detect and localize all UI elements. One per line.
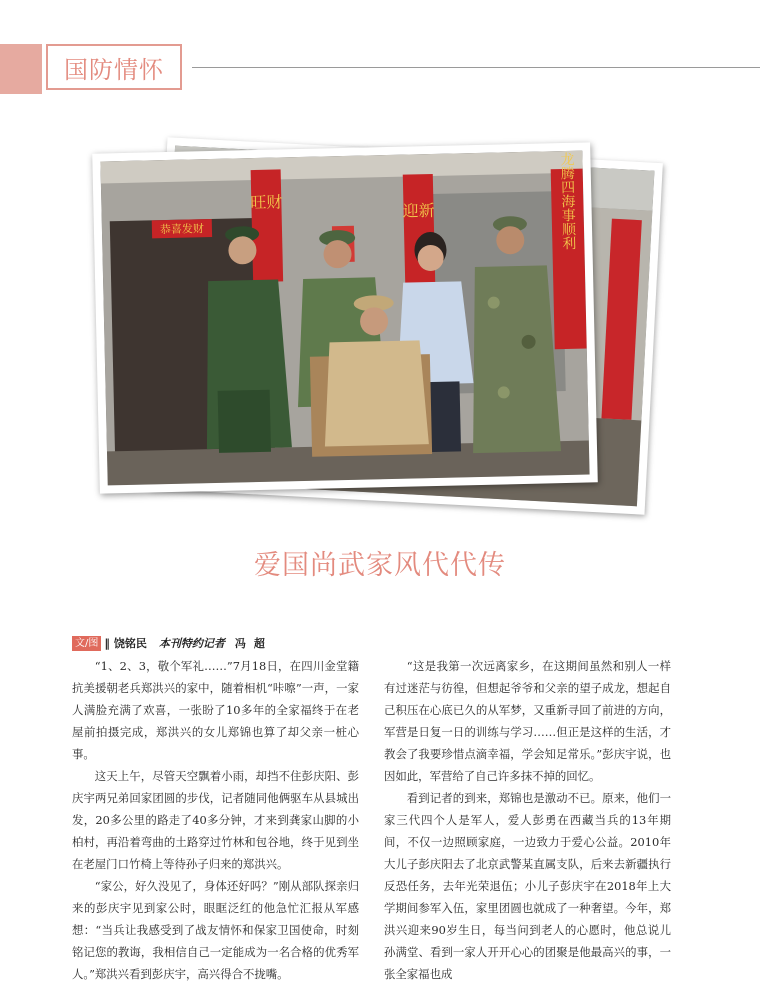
family-photo bbox=[92, 142, 598, 493]
photo-couplet-middle: 迎新 bbox=[402, 200, 435, 221]
article-paragraph: “1、2、3，敬个军礼……”7月18日，在四川金堂籍抗美援朝老兵郑洪兴的家中，随着相机“咔嚓”一声，一家人满脸充满了欢喜，一张盼了10多年的全家福终于在老屋前拍摄完成，郑洪兴的女儿郑锦也算了却父亲一桩心事。 bbox=[72, 659, 359, 761]
byline bbox=[72, 635, 273, 651]
article-column-left bbox=[72, 655, 359, 985]
section-tab-block bbox=[0, 44, 42, 94]
article-paragraph: 这天上午，尽管天空飘着小雨，却挡不住彭庆阳、彭庆宇两兄弟回家团圆的步伐，记者随同他俩驱车从县城出发，20多公里的路走了40多分钟，才来到龚家山脚的小柏村，再沿着弯曲的土路穿过竹林和包谷地，终于见到坐在老屋门口竹椅上等待孙子归来的郑洪兴。 bbox=[72, 769, 359, 871]
article-paragraph: “这是我第一次远离家乡，在这期间虽然和别人一样有过迷茫与彷徨，但想起爷爷和父亲的望子成龙，想起自己积压在心底已久的从军梦，又重新寻回了前进的方向，军营是日复一日的训练与学习……但正是这样的生活，才教会了我要珍惜点滴幸福，学会知足常乐。”彭庆宇说，也因如此，军营给了自己许多抹不掉的回忆。 bbox=[384, 659, 671, 783]
article-paragraph: “家公，好久没见了，身体还好吗？”刚从部队探亲归来的彭庆宇见到家公时，眼眶泛红的他急忙汇报从军感想：“当兵让我感受到了战友情怀和保家卫国使命，时刻铭记您的教诲，我相信自己一定能成为一名合格的优秀军人。”郑洪兴看到彭庆宇，高兴得合不拢嘴。 bbox=[72, 879, 359, 981]
article-paragraph: 看到记者的到来，郑锦也是激动不已。原来，他们一家三代四个人是军人，爱人彭勇在西藏当兵的13年期间，不仅一边照顾家庭，一边致力于爱心公益。2010年大儿子彭庆阳去了北京武警某直属支队，后来去新疆执行反恐任务，去年光荣退伍；小儿子彭庆宇在2018年上大学期间参军入伍，家里团圆也就成了一种奢望。今年，郑洪兴迎来90岁生日，每当问到老人的心愿时，他总说儿孙满堂、看到一家人开开心心的团聚是他最高兴的事，一张全家福也成 bbox=[384, 791, 671, 981]
byline-author: 饶铭民 bbox=[113, 637, 147, 650]
photo-couplet-left: 旺财 bbox=[250, 192, 283, 213]
article-column-right bbox=[384, 655, 671, 985]
photo-couplet-right: 龙腾四海事顺利 bbox=[558, 151, 577, 251]
header-rule bbox=[192, 67, 760, 68]
article-headline: 爱国尚武家风代代传 bbox=[254, 550, 506, 581]
section-label: 国防情怀 bbox=[46, 44, 182, 90]
photo-lintel: 恭喜发财 bbox=[159, 222, 205, 237]
byline-separator: ‖ bbox=[104, 636, 110, 650]
byline-author-2: 冯超 bbox=[234, 637, 273, 650]
byline-tag: 文/图 bbox=[72, 636, 101, 651]
byline-role: 本刊特约记者 bbox=[158, 637, 225, 650]
